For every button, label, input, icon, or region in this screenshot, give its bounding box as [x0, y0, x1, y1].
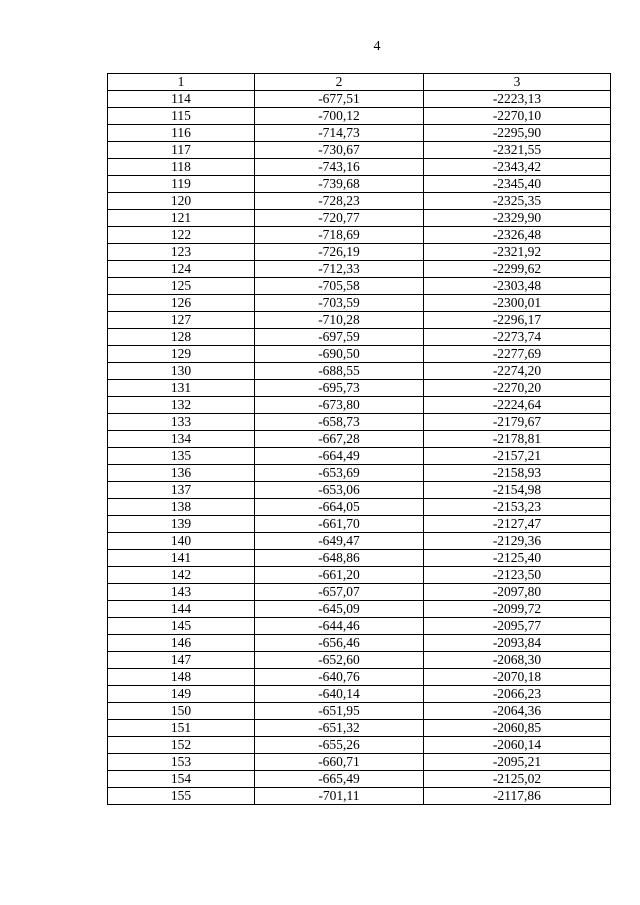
table-cell-col-3: -2127,47 — [424, 516, 611, 533]
table-cell-col-3: -2070,18 — [424, 669, 611, 686]
table-cell-col-3: -2345,40 — [424, 176, 611, 193]
table-cell-col-3: -2343,42 — [424, 159, 611, 176]
table-row — [108, 652, 611, 669]
table-cell-col-2: -714,73 — [255, 125, 424, 142]
table-cell-col-3: -2224,64 — [424, 397, 611, 414]
table-cell-col-1: 121 — [108, 210, 255, 227]
table-row — [108, 295, 611, 312]
table-row — [108, 176, 611, 193]
table-cell-col-1: 115 — [108, 108, 255, 125]
table-cell-col-1: 128 — [108, 329, 255, 346]
table-cell-col-3: -2153,23 — [424, 499, 611, 516]
table-row — [108, 754, 611, 771]
table-cell-col-3: -2179,67 — [424, 414, 611, 431]
table-row — [108, 465, 611, 482]
table-cell-col-1: 129 — [108, 346, 255, 363]
table-cell-col-2: -697,59 — [255, 329, 424, 346]
table-row — [108, 91, 611, 108]
table-row — [108, 142, 611, 159]
table-row — [108, 635, 611, 652]
table-row — [108, 227, 611, 244]
table-row — [108, 788, 611, 805]
table-cell-col-3: -2157,21 — [424, 448, 611, 465]
table-row — [108, 482, 611, 499]
table-cell-col-2: -661,70 — [255, 516, 424, 533]
table-cell-col-2: -664,05 — [255, 499, 424, 516]
data-table — [107, 73, 611, 805]
table-cell-col-3: -2095,77 — [424, 618, 611, 635]
table-cell-col-2: -720,77 — [255, 210, 424, 227]
table-row — [108, 414, 611, 431]
table-cell-col-2: -718,69 — [255, 227, 424, 244]
table-cell-col-3: -2125,02 — [424, 771, 611, 788]
table-cell-col-2: -651,32 — [255, 720, 424, 737]
table-cell-col-2: -700,12 — [255, 108, 424, 125]
table-row — [108, 686, 611, 703]
table-cell-col-3: -2129,36 — [424, 533, 611, 550]
table-cell-col-1: 126 — [108, 295, 255, 312]
table-cell-col-2: -739,68 — [255, 176, 424, 193]
table-row — [108, 210, 611, 227]
table-cell-col-1: 130 — [108, 363, 255, 380]
table-cell-col-3: -2321,55 — [424, 142, 611, 159]
table-row — [108, 244, 611, 261]
table-cell-col-2: -726,19 — [255, 244, 424, 261]
table-cell-col-1: 149 — [108, 686, 255, 703]
table-row — [108, 584, 611, 601]
table-row — [108, 669, 611, 686]
table-cell-col-1: 147 — [108, 652, 255, 669]
table-cell-col-2: -652,60 — [255, 652, 424, 669]
header-row — [108, 74, 611, 91]
table-cell-col-3: -2095,21 — [424, 754, 611, 771]
table-row — [108, 278, 611, 295]
table-cell-col-3: -2325,35 — [424, 193, 611, 210]
table-row — [108, 618, 611, 635]
table-row — [108, 261, 611, 278]
table-cell-col-1: 136 — [108, 465, 255, 482]
table-cell-col-2: -703,59 — [255, 295, 424, 312]
table-cell-col-2: -656,46 — [255, 635, 424, 652]
column-header-3: 3 — [424, 74, 611, 91]
page-number: 4 — [373, 39, 381, 54]
table-cell-col-3: -2154,98 — [424, 482, 611, 499]
table-cell-col-2: -701,11 — [255, 788, 424, 805]
table-cell-col-3: -2064,36 — [424, 703, 611, 720]
table-cell-col-1: 138 — [108, 499, 255, 516]
table-row — [108, 431, 611, 448]
table-cell-col-3: -2321,92 — [424, 244, 611, 261]
column-header-2: 2 — [255, 74, 424, 91]
table-cell-col-1: 145 — [108, 618, 255, 635]
table-cell-col-1: 135 — [108, 448, 255, 465]
table-cell-col-2: -651,95 — [255, 703, 424, 720]
table-cell-col-1: 148 — [108, 669, 255, 686]
table-cell-col-3: -2125,40 — [424, 550, 611, 567]
table-cell-col-2: -664,49 — [255, 448, 424, 465]
table-row — [108, 346, 611, 363]
table-cell-col-3: -2117,86 — [424, 788, 611, 805]
table-cell-col-2: -712,33 — [255, 261, 424, 278]
table-row — [108, 771, 611, 788]
table-row — [108, 516, 611, 533]
table-cell-col-2: -710,28 — [255, 312, 424, 329]
table-cell-col-2: -743,16 — [255, 159, 424, 176]
table-row — [108, 329, 611, 346]
table-row — [108, 448, 611, 465]
table-row — [108, 125, 611, 142]
table-cell-col-2: -695,73 — [255, 380, 424, 397]
table-row — [108, 703, 611, 720]
table-cell-col-3: -2326,48 — [424, 227, 611, 244]
table-cell-col-2: -640,76 — [255, 669, 424, 686]
table-cell-col-2: -688,55 — [255, 363, 424, 380]
table-row — [108, 380, 611, 397]
table-cell-col-2: -658,73 — [255, 414, 424, 431]
table-body — [108, 91, 611, 805]
table-cell-col-1: 122 — [108, 227, 255, 244]
table-row — [108, 312, 611, 329]
column-header-1: 1 — [108, 74, 255, 91]
table-cell-col-3: -2277,69 — [424, 346, 611, 363]
table-cell-col-1: 153 — [108, 754, 255, 771]
table-row — [108, 737, 611, 754]
table-row — [108, 720, 611, 737]
table-cell-col-1: 154 — [108, 771, 255, 788]
table-cell-col-1: 120 — [108, 193, 255, 210]
table-cell-col-1: 124 — [108, 261, 255, 278]
table-row — [108, 533, 611, 550]
table-cell-col-3: -2329,90 — [424, 210, 611, 227]
table-cell-col-1: 150 — [108, 703, 255, 720]
table-cell-col-3: -2060,14 — [424, 737, 611, 754]
table-cell-col-3: -2299,62 — [424, 261, 611, 278]
table-cell-col-1: 116 — [108, 125, 255, 142]
table-cell-col-1: 127 — [108, 312, 255, 329]
table-cell-col-1: 118 — [108, 159, 255, 176]
table-cell-col-2: -653,69 — [255, 465, 424, 482]
table-cell-col-3: -2274,20 — [424, 363, 611, 380]
table-cell-col-1: 123 — [108, 244, 255, 261]
table-cell-col-2: -705,58 — [255, 278, 424, 295]
table-cell-col-2: -645,09 — [255, 601, 424, 618]
table-row — [108, 193, 611, 210]
table-cell-col-1: 142 — [108, 567, 255, 584]
table-cell-col-3: -2097,80 — [424, 584, 611, 601]
table-cell-col-1: 140 — [108, 533, 255, 550]
table-cell-col-3: -2270,20 — [424, 380, 611, 397]
table-cell-col-1: 114 — [108, 91, 255, 108]
table-cell-col-3: -2093,84 — [424, 635, 611, 652]
table-cell-col-1: 143 — [108, 584, 255, 601]
table-cell-col-2: -648,86 — [255, 550, 424, 567]
table-cell-col-1: 144 — [108, 601, 255, 618]
table-cell-col-3: -2270,10 — [424, 108, 611, 125]
table-cell-col-1: 155 — [108, 788, 255, 805]
table-cell-col-2: -677,51 — [255, 91, 424, 108]
table-cell-col-3: -2178,81 — [424, 431, 611, 448]
table-row — [108, 567, 611, 584]
table-cell-col-3: -2300,01 — [424, 295, 611, 312]
table-cell-col-3: -2123,50 — [424, 567, 611, 584]
table-cell-col-2: -730,67 — [255, 142, 424, 159]
table-cell-col-1: 119 — [108, 176, 255, 193]
table-cell-col-1: 134 — [108, 431, 255, 448]
table-cell-col-3: -2295,90 — [424, 125, 611, 142]
table-cell-col-2: -667,28 — [255, 431, 424, 448]
table-cell-col-3: -2060,85 — [424, 720, 611, 737]
table-row — [108, 159, 611, 176]
table-cell-col-3: -2273,74 — [424, 329, 611, 346]
table-cell-col-3: -2099,72 — [424, 601, 611, 618]
table-row — [108, 363, 611, 380]
table-cell-col-1: 151 — [108, 720, 255, 737]
table-cell-col-1: 132 — [108, 397, 255, 414]
table-cell-col-2: -690,50 — [255, 346, 424, 363]
table-cell-col-1: 146 — [108, 635, 255, 652]
table-cell-col-3: -2068,30 — [424, 652, 611, 669]
table-header — [108, 74, 611, 91]
table-cell-col-1: 141 — [108, 550, 255, 567]
table-cell-col-2: -655,26 — [255, 737, 424, 754]
table-row — [108, 108, 611, 125]
table-cell-col-3: -2158,93 — [424, 465, 611, 482]
table-cell-col-3: -2296,17 — [424, 312, 611, 329]
table-cell-col-3: -2303,48 — [424, 278, 611, 295]
table-cell-col-2: -660,71 — [255, 754, 424, 771]
table-cell-col-1: 152 — [108, 737, 255, 754]
table-cell-col-1: 117 — [108, 142, 255, 159]
table-cell-col-2: -728,23 — [255, 193, 424, 210]
table-row — [108, 397, 611, 414]
table-row — [108, 601, 611, 618]
table-cell-col-2: -644,46 — [255, 618, 424, 635]
table-cell-col-2: -657,07 — [255, 584, 424, 601]
table-row — [108, 550, 611, 567]
table-row — [108, 499, 611, 516]
table-cell-col-1: 133 — [108, 414, 255, 431]
table-cell-col-2: -673,80 — [255, 397, 424, 414]
table-cell-col-2: -661,20 — [255, 567, 424, 584]
table-cell-col-2: -665,49 — [255, 771, 424, 788]
table-cell-col-1: 131 — [108, 380, 255, 397]
table-cell-col-1: 139 — [108, 516, 255, 533]
table-cell-col-1: 137 — [108, 482, 255, 499]
table-cell-col-2: -653,06 — [255, 482, 424, 499]
table-cell-col-3: -2223,13 — [424, 91, 611, 108]
table-cell-col-3: -2066,23 — [424, 686, 611, 703]
table-cell-col-1: 125 — [108, 278, 255, 295]
table-cell-col-2: -649,47 — [255, 533, 424, 550]
table-cell-col-2: -640,14 — [255, 686, 424, 703]
